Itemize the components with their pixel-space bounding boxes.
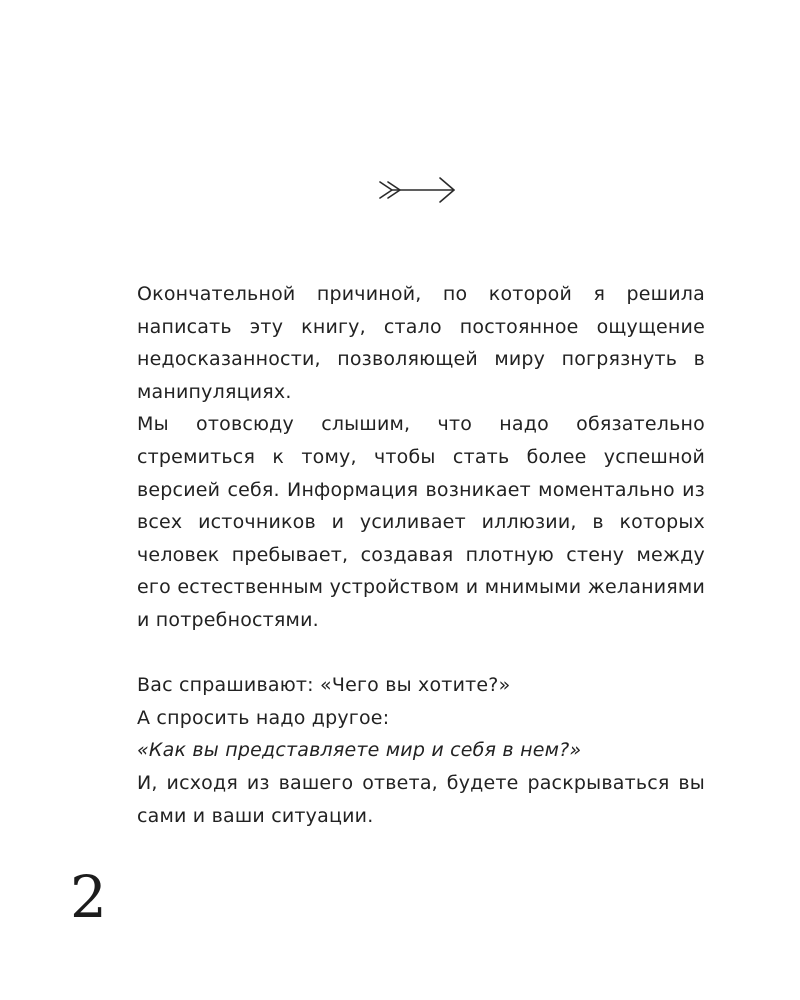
line-italic-question: «Как вы представляете мир и себя в нем?»: [137, 739, 582, 762]
page-number: 2: [70, 863, 107, 931]
paragraph-intro: Окончательной причиной, по которой я решила написать эту книгу, стало постоянное ощущение недосказанности, позволяющей миру погрязнуть в манипуляциях.: [137, 283, 705, 403]
line-question-asked: Вас спрашивают: «Чего вы хотите?»: [137, 674, 511, 697]
line-ask-other: А спросить надо другое:: [137, 706, 390, 729]
line-conclusion: И, исходя из вашего ответа, будете раскрываться вы сами и ваши ситуации.: [137, 771, 705, 827]
paragraph-information: Мы отовсюду слышим, что надо обязательно стремиться к тому, чтобы стать более успешной версией себя. Информация возникает моментально из всех источников и усиливает иллюзии, в которых человек пребывает, создавая плотную стену между его естественным устройством и мнимыми желаниями и потребностями.: [137, 413, 705, 631]
double-chevron-arrow-icon: [378, 173, 458, 207]
paragraph-gap: [137, 637, 705, 670]
body-text: [137, 278, 705, 832]
